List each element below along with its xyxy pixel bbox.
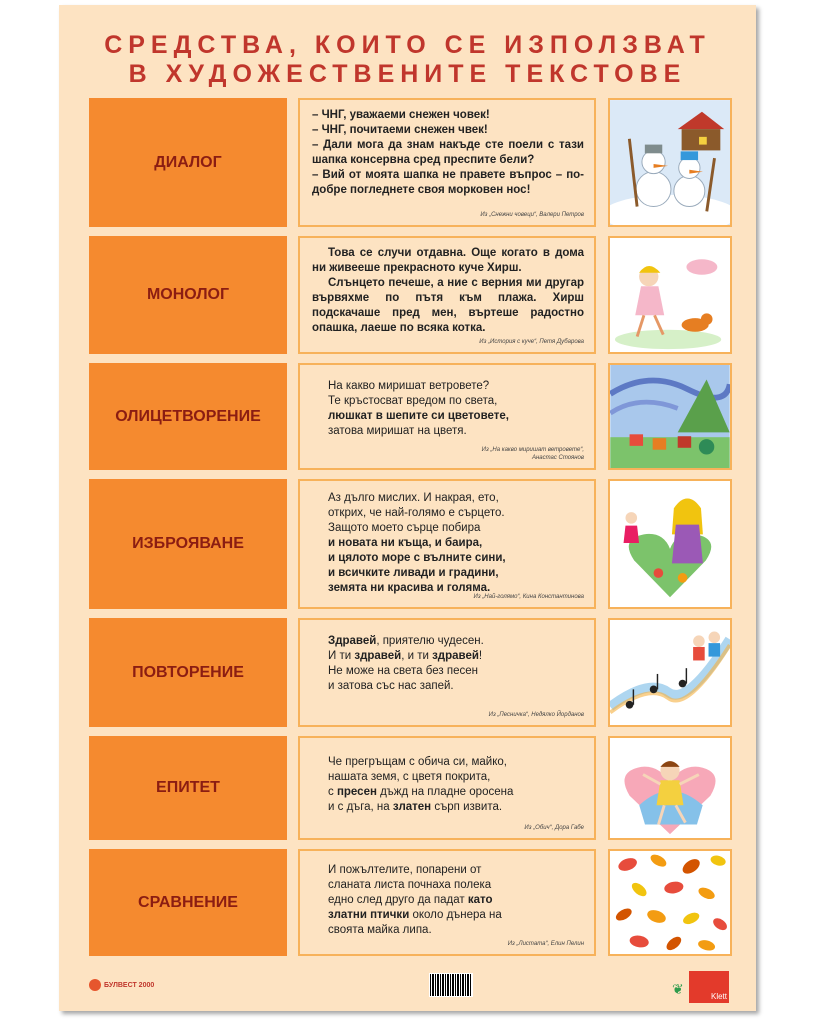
source-personification	[482, 446, 584, 462]
text-line: Защото моето сърце побира	[328, 522, 481, 534]
text-dialog	[298, 98, 596, 227]
bold-word: здравей	[432, 650, 479, 662]
label-comparison: СРАВНЕНИЕ	[89, 849, 287, 956]
row-personification	[89, 363, 734, 470]
title-line-1: СРЕДСТВА, КОИТО СЕ ИЗПОЛЗВАТ	[104, 31, 711, 59]
text-repetition	[298, 618, 596, 727]
text-line: открих, че най-голямо е сърцето.	[328, 507, 505, 519]
bold-word: златен	[392, 801, 432, 813]
source-dialog: Из „Снежни човеци“, Валери Петров	[480, 212, 584, 218]
text-fragment: , и ти	[401, 650, 433, 662]
text-fragment: И ти	[328, 650, 355, 662]
text-line: – Дали мога да знам накъде сте поели с тази шапка консервна сред преспите бели?	[312, 139, 584, 166]
illustration-girl-jumping	[608, 736, 732, 840]
text-line: Аз дълго мислих. И накрая, ето,	[328, 492, 499, 504]
text-enumeration	[298, 479, 596, 609]
girl-jumping-icon	[610, 738, 730, 838]
row-dialog	[89, 98, 734, 227]
footer	[89, 971, 734, 1006]
text-line: Те кръстосват вредом по света,	[328, 395, 498, 407]
text-line: Че прегръщам с обича си, майко,	[328, 756, 507, 768]
row-enumeration	[89, 479, 734, 609]
text-comparison	[298, 849, 596, 956]
publisher-name: БУЛВЕСТ 2000	[104, 981, 155, 989]
text-line-bold: и цялото море с вълните сини,	[328, 552, 506, 564]
illustration-wind-village	[608, 363, 732, 470]
text-line	[328, 634, 584, 649]
text-line-bold: земята ни красива и голяма.	[328, 582, 491, 594]
text-line	[328, 785, 584, 800]
text-line: своята майка липа.	[328, 924, 432, 936]
text-line: и затова със нас запей.	[328, 680, 454, 692]
text-personification	[298, 363, 596, 470]
publisher-logo-icon	[89, 979, 101, 991]
label-enumeration: ИЗБРОЯВАНЕ	[89, 479, 287, 609]
klett-logo	[689, 971, 729, 1003]
text-line: затова миришат на цветя.	[328, 425, 467, 437]
klett-label: Klett	[710, 992, 727, 1001]
text-line	[328, 893, 584, 908]
source-line-1: Из „На какво миришат ветровете“,	[481, 447, 584, 453]
text-line	[328, 649, 584, 664]
bold-word: Здравей	[328, 635, 377, 647]
text-line-bold: и всичките ливади и градини,	[328, 567, 499, 579]
text-line: И пожълтелите, попарени от	[328, 864, 482, 876]
label-monologue: МОНОЛОГ	[89, 236, 287, 354]
row-repetition	[89, 618, 734, 727]
bold-word: като	[467, 894, 493, 906]
girl-heart-icon	[610, 481, 730, 607]
text-line-bold: и новата ни къща, и баира,	[328, 537, 483, 549]
klett-leaf-icon: ❦	[672, 981, 684, 997]
text-line: нашата земя, с цветя покрита,	[328, 771, 491, 783]
source-comparison: Из „Листата“, Елин Пелин	[507, 941, 584, 947]
text-fragment: с	[328, 786, 337, 798]
source-line-2: Анастас Стоянов	[531, 455, 584, 461]
text-line	[328, 908, 584, 923]
illustration-girl-heart	[608, 479, 732, 609]
source-monologue: Из „История с куче“, Петя Дубарова	[479, 339, 584, 345]
text-line: – ЧНГ, уважаеми снежен човек!	[312, 109, 490, 121]
bold-word: пресен	[336, 786, 377, 798]
label-repetition: ПОВТОРЕНИЕ	[89, 618, 287, 727]
illustration-snowmen	[608, 98, 732, 227]
text-fragment: и с дъга, на	[328, 801, 393, 813]
illustration-girl-dog	[608, 236, 732, 354]
autumn-leaves-icon	[610, 851, 730, 954]
text-line	[328, 800, 584, 815]
text-fragment: едно след друго да падат	[328, 894, 468, 906]
barcode-icon	[429, 973, 473, 997]
text-line-bold: люшкат в шепите си цветовете,	[328, 410, 509, 422]
text-monologue	[298, 236, 596, 354]
label-personification: ОЛИЦЕТВОРЕНИЕ	[89, 363, 287, 470]
text-line: сланата листа почнаха полека	[328, 879, 492, 891]
text-line: Слънцето печеше, а ние с верния ми другар вървяхме по пътя към плажа. Хирш подскачаше пред мен, въртеше радостно опашка, лаеше по всяка котка.	[312, 277, 584, 334]
text-line: На какво миришат ветровете?	[328, 380, 490, 392]
bold-word: здравей	[354, 650, 402, 662]
bold-word: златни птички	[328, 909, 410, 921]
text-fragment: , приятелю чудесен.	[376, 635, 484, 647]
source-enumeration: Из „Най-голямо“, Кина Константинова	[473, 594, 584, 600]
row-comparison	[89, 849, 734, 956]
text-fragment: !	[478, 650, 483, 662]
text-fragment: сърп извита.	[431, 801, 503, 813]
illustration-music-notes	[608, 618, 732, 727]
text-fragment: дъжд на пладне оросена	[376, 786, 514, 798]
label-dialog: ДИАЛОГ	[89, 98, 287, 227]
text-line: – Вий от моята шапка не правете въпрос – по-добре погледнете своя морковен нос!	[312, 169, 584, 196]
poster-title	[59, 31, 756, 89]
text-fragment: около дънера на	[409, 909, 502, 921]
text-epithet	[298, 736, 596, 840]
snowmen-icon	[610, 100, 730, 225]
text-line: Не може на света без песен	[328, 665, 478, 677]
source-repetition: Из „Песничка“, Недялко Йорданов	[488, 712, 584, 718]
label-epithet: ЕПИТЕТ	[89, 736, 287, 840]
row-epithet	[89, 736, 734, 840]
illustration-autumn-leaves	[608, 849, 732, 956]
poster	[59, 5, 756, 1011]
music-notes-icon	[610, 620, 730, 725]
girl-with-dog-icon	[610, 238, 730, 352]
publisher-logo	[89, 979, 154, 991]
title-line-2: В ХУДОЖЕСТВЕНИТЕ ТЕКСТОВЕ	[128, 60, 687, 88]
text-line: – ЧНГ, почитаеми снежен чвек!	[312, 124, 488, 136]
text-line: Това се случи отдавна. Още когато в дома ни живееше прекрасното куче Хирш.	[312, 247, 584, 274]
row-monologue	[89, 236, 734, 354]
wind-village-icon	[610, 365, 730, 468]
source-epithet: Из „Обич“, Дора Габе	[524, 825, 584, 831]
